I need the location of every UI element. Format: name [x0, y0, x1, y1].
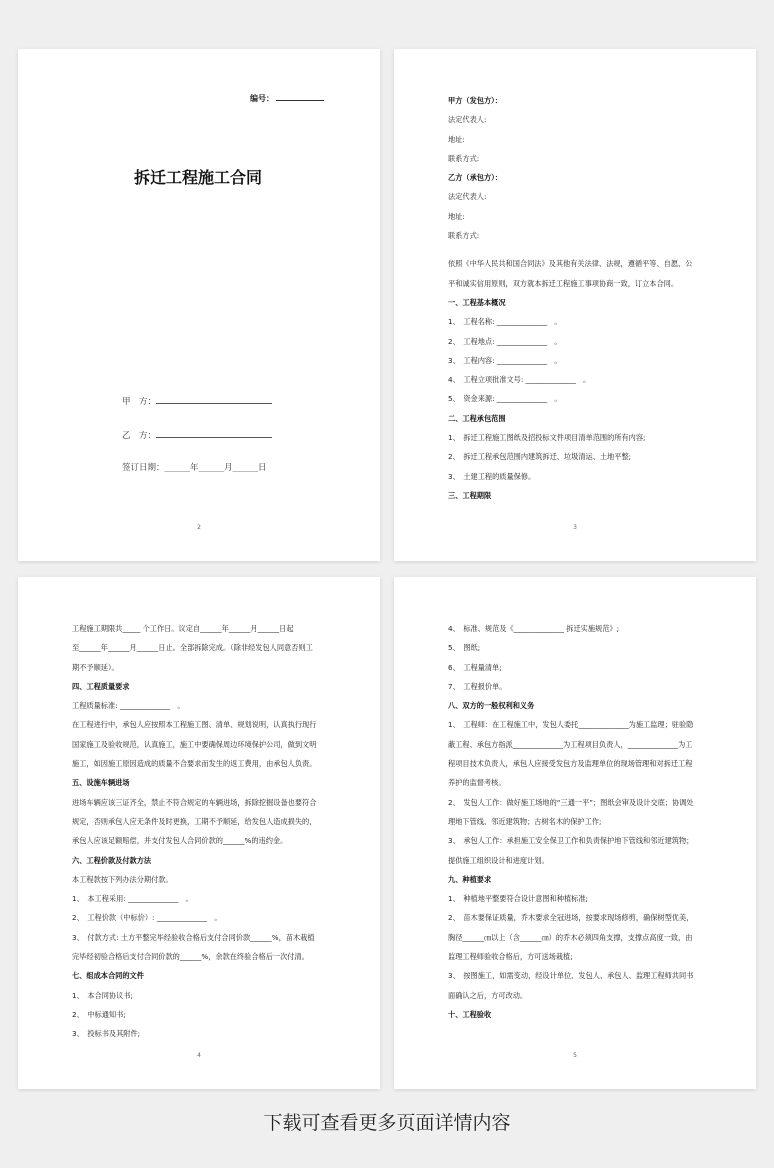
text-line: 3、 土建工程的质量保修。	[448, 471, 536, 481]
contract-number-label: 编号：	[250, 94, 274, 103]
section-heading: 五、设施车辆进场	[72, 778, 130, 788]
party-a-heading: 甲方（发包方）：	[448, 96, 502, 105]
page-number: 4	[197, 1052, 201, 1059]
text-line: 2、 发包人工作：做好施工场地的“三通一平”；图纸会审及设计交底；协调处	[448, 797, 694, 807]
text-line: 2、 工程价款（中标价）: ______________ 。	[72, 913, 222, 923]
party-b-heading: 乙方（承包方）：	[448, 173, 502, 183]
text-line: 3、 按图施工，如需变动，经设计单位、发包人、承包人、监理工程师共同书	[448, 971, 694, 981]
text-line: 3、 承包人工作：承担施工安全保卫工作和负责保护地下管线和邻近建筑物；	[448, 836, 694, 846]
text-line: 联系方式:	[448, 231, 480, 241]
text-line: 胸径______㎝以上（含______㎝）的乔木必须四角支撑，支撑点高度一致，由	[448, 932, 693, 942]
text-line: 国家施工及验收规范，认真施工，施工中要确保周边环境保护公司，做到文明	[72, 739, 317, 749]
text-line: 1、 本工程采用: ______________ 。	[72, 894, 193, 904]
footer-caption: 下载可查看更多页面详情内容	[263, 1112, 511, 1134]
contract-number-field	[250, 93, 324, 104]
section-heading: 四、工程质量要求	[72, 681, 130, 691]
section-heading: 二、工程承包范围	[448, 413, 506, 423]
text-line: 提供施工组织设计和进度计划。	[448, 855, 549, 865]
text-line: 3、 投标书及其附件;	[72, 1029, 141, 1039]
contract-number-blank	[276, 93, 324, 101]
text-line: 本工程款按下列办法分期付款。	[72, 874, 173, 884]
text-line: 2、 中标通知书;	[72, 1009, 126, 1019]
text-line: 1、 工程师：在工程施工中，发包人委托______________为施工监理；驻验隐	[448, 720, 694, 730]
section-heading: 七、组成本合同的文件	[72, 971, 144, 981]
text-line: 程项目技术负责人，承包人应接受发包方及监理单位的现场管理和对拆迁工程	[448, 759, 693, 769]
text-line: 4、 标准、规范及《______________ 拆迁实施规范》;	[448, 624, 619, 633]
text-line: 3、 工程内容: ______________ 。	[448, 355, 562, 365]
text-line: 5、 图纸;	[448, 643, 481, 653]
text-line: 2、 苗木要保证质量，乔木要求全冠进场，按要求现场修剪，确保树型优美，	[448, 913, 694, 923]
text-line: 依照《中华人民共和国合同法》及其他有关法律、法规，遵循平等、自愿、公	[448, 259, 693, 269]
page-number: 5	[573, 1052, 577, 1059]
text-line: 监理工程师验收合格后，方可送场栽植;	[448, 952, 573, 962]
text-line: 在工程进行中，承包人应按照本工程施工图、清单、规划说明，认真执行现行	[72, 720, 317, 730]
text-line: 1、 工程名称: ______________ 。	[448, 317, 562, 327]
section-heading: 十、工程验收	[448, 1009, 492, 1019]
page-number: 3	[573, 524, 577, 531]
party-a-label: 甲 方：	[122, 397, 157, 407]
page-body	[448, 619, 704, 1024]
contract-page-obligations	[394, 577, 756, 1089]
page-body	[72, 619, 328, 1044]
page-number: 2	[197, 524, 201, 531]
text-line: 面确认之后，方可改动。	[448, 990, 528, 1000]
text-line: 养护的监督考核。	[448, 778, 506, 788]
text-line: 完毕经初验合格后支付合同价款的______%，余款在终验合格后一次付清。	[72, 952, 309, 962]
text-line: 6、 工程量清单;	[448, 662, 502, 672]
text-line: 7、 工程报价单。	[448, 681, 507, 691]
text-line: 2、 工程地点: ______________ 。	[448, 336, 562, 346]
text-line: 3、 付款方式: 土方平整完毕经验收合格后支付合同价款______%，苗木栽植	[72, 932, 315, 942]
contract-page-parties	[394, 49, 756, 561]
text-line: 至______年______月______日止。全部拆除完成。（除非经发包人同意否则工	[72, 643, 313, 653]
contract-cover-page	[18, 49, 380, 561]
party-a-line	[122, 395, 272, 407]
party-b-label: 乙 方：	[122, 431, 157, 441]
text-line: 法定代表人:	[448, 192, 487, 202]
contract-title: 拆迁工程施工合同	[133, 168, 262, 187]
section-heading: 三、工程期限	[448, 490, 492, 500]
party-a-blank	[156, 396, 272, 404]
text-line: 施工，如因施工原因造成的质量不合要求而发生的返工费用，由承包人负责。	[72, 759, 317, 769]
text-line: 法定代表人:	[448, 115, 487, 125]
text-line: 工程施工期限共_____ 个工作日。议定自______年______月______日起	[72, 624, 294, 633]
text-line: 5、 资金来源: ______________ 。	[448, 394, 562, 404]
section-heading: 九、种植要求	[448, 874, 492, 884]
text-line: 1、 种植地平整要符合设计意图和种植标准;	[448, 894, 588, 904]
text-line: 地址:	[448, 134, 465, 144]
text-line: 平和诚实信用原则，双方就本拆迁工程施工事项协商一致，订立本合同。	[448, 278, 679, 288]
text-line: 工程质量标准: ______________ 。	[72, 701, 185, 711]
text-line: 规定，否则承包人应无条件及时更换，工期不予顺延，给发包人造成损失的，	[72, 816, 317, 826]
text-line: 承包人应该足额赔偿，并支付发包人合同价款的______%的违约金。	[72, 836, 288, 846]
section-heading: 八、双方的一般权利和义务	[448, 701, 535, 711]
text-line: 2、 拆迁工程承包范围内建筑拆迁、垃圾清运、土地平整;	[448, 452, 632, 462]
text-line: 1、 本合同协议书;	[72, 990, 133, 1000]
text-line: 蔽工程、承包方指派______________为工程项目负责人，______________为工	[448, 739, 693, 749]
text-line: 理地下管线、邻近建筑物；古树名木的保护工作;	[448, 816, 602, 826]
section-heading: 六、工程价款及付款方法	[72, 855, 152, 865]
sign-date-line: 签订日期：______年______月______日	[122, 463, 267, 473]
text-line: 4、 工程立项批准文号: ______________ 。	[448, 375, 591, 385]
text-line: 进场车辆应该三证齐全，禁止不符合规定的车辆进场，拆除挖掘设备也要符合	[72, 797, 317, 807]
section-heading: 一、工程基本概况	[448, 297, 506, 307]
contract-page-terms	[18, 577, 380, 1089]
page-body	[448, 91, 704, 505]
text-line: 1、 拆迁工程施工图纸及招投标文件项目清单范围的所有内容;	[448, 433, 646, 443]
text-line: 期不予顺延）。	[72, 662, 119, 672]
party-b-blank	[156, 430, 272, 438]
text-line: 地址:	[448, 211, 465, 221]
text-line: 联系方式:	[448, 153, 480, 163]
party-b-line	[122, 429, 272, 441]
